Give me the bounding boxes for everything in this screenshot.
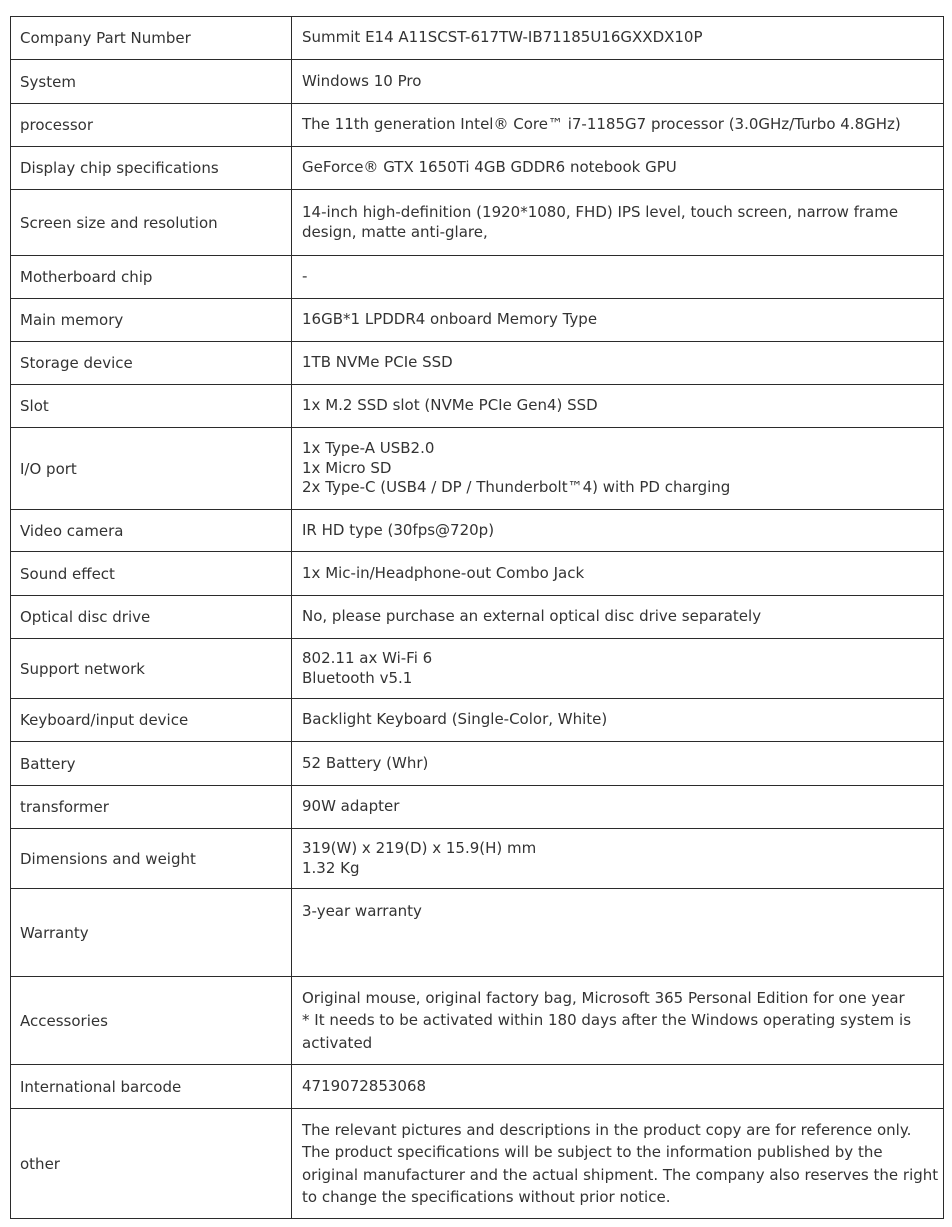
table-row (11, 104, 944, 147)
spec-value-line: Original mouse, original factory bag, Microsoft 365 Personal Edition for one year (302, 988, 905, 1007)
table-row (11, 17, 944, 60)
spec-label: Video camera (11, 510, 292, 552)
spec-value-line: The 11th generation Intel® Core™ i7-1185G7 processor (3.0GHz/Turbo 4.8GHz) (302, 115, 901, 134)
spec-value (292, 190, 944, 256)
spec-value-line: 1TB NVMe PCIe SSD (302, 353, 453, 372)
spec-value (292, 385, 944, 428)
table-row (11, 147, 944, 190)
spec-value-line: 3-year warranty (302, 902, 422, 920)
spec-label: I/O port (11, 428, 292, 510)
spec-value-line: 1.32 Kg (302, 858, 360, 877)
spec-value-line: 319(W) x 219(D) x 15.9(H) mm (302, 839, 537, 857)
spec-value (292, 147, 944, 190)
spec-label: Battery (11, 742, 292, 786)
spec-value (292, 342, 944, 385)
table-row (11, 342, 944, 385)
spec-label: Display chip specifications (11, 147, 292, 190)
spec-label: Motherboard chip (11, 256, 292, 299)
spec-value-line: 1x Type-A USB2.0 (302, 439, 435, 458)
table-row (11, 385, 944, 428)
spec-value-line: No, please purchase an external optical disc drive separately (302, 607, 762, 626)
spec-label: transformer (11, 786, 292, 829)
spec-value-line: Bluetooth v5.1 (302, 668, 413, 687)
table-row (11, 742, 944, 786)
table-row (11, 699, 944, 742)
table-row (11, 190, 944, 256)
table-row (11, 428, 944, 510)
table-row (11, 639, 944, 699)
table-row (11, 1109, 944, 1219)
spec-table (10, 16, 944, 1219)
spec-label: International barcode (11, 1065, 292, 1109)
table-row (11, 60, 944, 104)
table-row (11, 256, 944, 299)
spec-value-line: - (302, 267, 308, 286)
table-row (11, 510, 944, 552)
spec-label: Warranty (11, 889, 292, 977)
spec-label: Slot (11, 385, 292, 428)
spec-value (292, 699, 944, 742)
spec-value (292, 428, 944, 510)
spec-value (292, 17, 944, 60)
table-row (11, 889, 944, 977)
spec-value-line: * It needs to be activated within 180 days after the Windows operating system is activated (302, 1011, 912, 1052)
spec-value (292, 299, 944, 342)
spec-label: Dimensions and weight (11, 829, 292, 889)
spec-value-line: 90W adapter (302, 797, 400, 816)
table-row (11, 1065, 944, 1109)
spec-value (292, 104, 944, 147)
spec-value (292, 596, 944, 639)
table-row (11, 299, 944, 342)
spec-value-line: 16GB*1 LPDDR4 onboard Memory Type (302, 310, 598, 329)
spec-value-line: 1x Mic-in/Headphone-out Combo Jack (302, 563, 585, 582)
spec-value (292, 889, 944, 977)
spec-value (292, 829, 944, 889)
spec-label: Accessories (11, 977, 292, 1065)
spec-label: Storage device (11, 342, 292, 385)
table-row (11, 829, 944, 889)
spec-value (292, 552, 944, 596)
spec-value-line: 2x Type-C (USB4 / DP / Thunderbolt™4) with PD charging (302, 478, 731, 497)
spec-value-line: Windows 10 Pro (302, 71, 422, 90)
spec-value (292, 256, 944, 299)
spec-value (292, 639, 944, 699)
table-row (11, 786, 944, 829)
spec-value-line: 52 Battery (Whr) (302, 753, 429, 772)
table-row (11, 977, 944, 1065)
spec-label: Support network (11, 639, 292, 699)
spec-value-line: Summit E14 A11SCST-617TW-IB71185U16GXXDX10P (302, 28, 703, 47)
spec-value (292, 977, 944, 1065)
spec-value-line: GeForce® GTX 1650Ti 4GB GDDR6 notebook GPU (302, 158, 677, 177)
spec-value-line: 1x M.2 SSD slot (NVMe PCIe Gen4) SSD (302, 396, 598, 415)
spec-label: other (11, 1109, 292, 1219)
spec-label: Optical disc drive (11, 596, 292, 639)
spec-value-line: 802.11 ax Wi-Fi 6 (302, 649, 433, 667)
spec-label: Screen size and resolution (11, 190, 292, 256)
spec-value-line: Backlight Keyboard (Single-Color, White) (302, 710, 608, 729)
spec-label: Sound effect (11, 552, 292, 596)
spec-value-line: 4719072853068 (302, 1076, 427, 1095)
table-row (11, 596, 944, 639)
spec-value (292, 510, 944, 552)
table-row (11, 552, 944, 596)
spec-value-line: 14-inch high-definition (1920*1080, FHD) IPS level, touch screen, narrow frame design, matte anti-glare, (302, 203, 899, 241)
spec-label: processor (11, 104, 292, 147)
spec-value-line: The relevant pictures and descriptions in the product copy are for reference only. The product specifications will be subject to the information published by the original manufacturer and the actual shipment. The company also reserves the right to change the specifications without prior notice. (302, 1120, 939, 1206)
spec-value-line: 1x Micro SD (302, 458, 392, 477)
spec-value (292, 742, 944, 786)
spec-label: System (11, 60, 292, 104)
spec-value (292, 786, 944, 829)
spec-value (292, 1065, 944, 1109)
spec-value (292, 1109, 944, 1219)
spec-label: Company Part Number (11, 17, 292, 60)
spec-label: Keyboard/input device (11, 699, 292, 742)
spec-label: Main memory (11, 299, 292, 342)
spec-value-line: IR HD type (30fps@720p) (302, 520, 495, 539)
spec-value (292, 60, 944, 104)
